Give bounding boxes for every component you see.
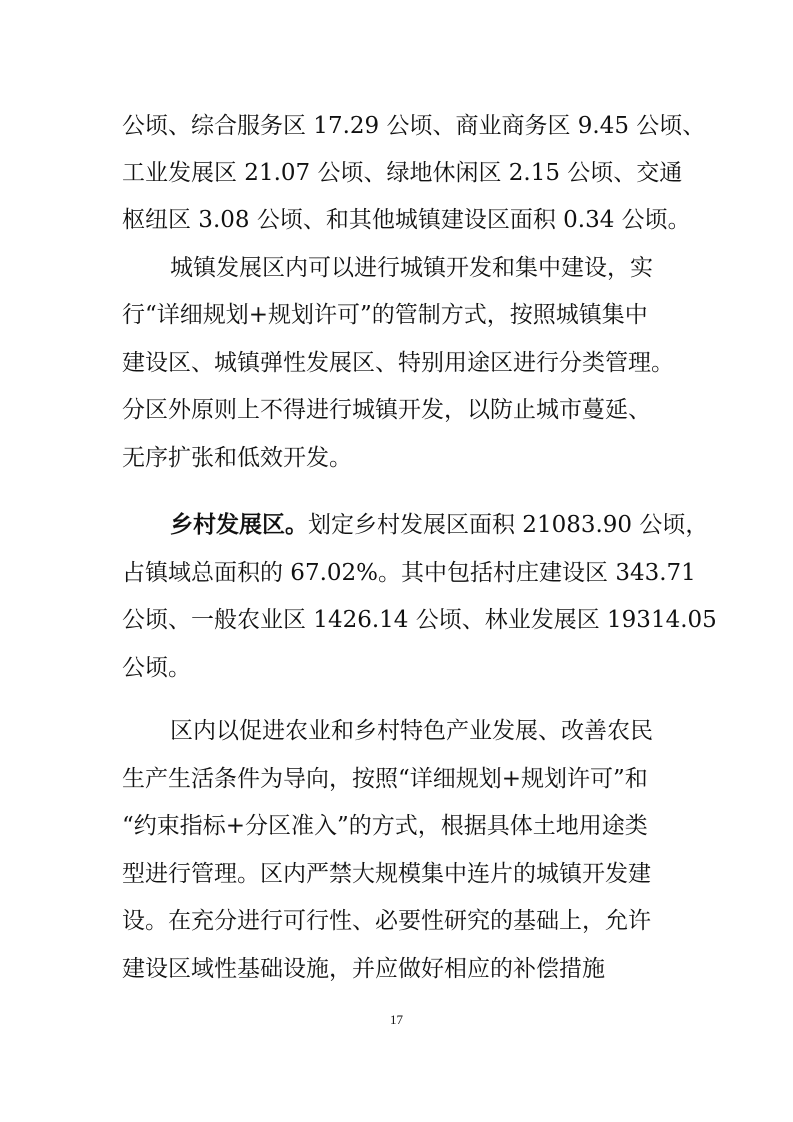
section-heading-rural-development: 乡村发展区。 (170, 511, 308, 538)
paragraph-3-line-2: 占镇域总面积的 67.02%。其中包括村庄建设区 343.71 (122, 560, 696, 586)
page-number: 17 (390, 1012, 403, 1027)
paragraph-2-line-1: 城镇发展区内可以进行城镇开发和集中建设，实 (170, 255, 653, 281)
paragraph-2-line-2: 行“详细规划+规划许可”的管制方式，按照城镇集中 (122, 302, 648, 328)
paragraph-2-line-3: 建设区、城镇弹性发展区、特别用途区进行分类管理。 (122, 350, 674, 376)
paragraph-4-line-4: 型进行管理。区内严禁大规模集中连片的城镇开发建 (122, 861, 651, 887)
paragraph-1-line-3: 枢纽区 3.08 公顷、和其他城镇建设区面积 0.34 公顷。 (122, 207, 691, 233)
paragraph-4-line-6: 建设区域性基础设施，并应做好相应的补偿措施 (122, 956, 605, 982)
paragraph-1-line-1: 公顷、综合服务区 17.29 公顷、商业商务区 9.45 公顷、 (122, 113, 706, 139)
paragraph-4-line-2: 生产生活条件为导向，按照“详细规划+规划许可”和 (122, 766, 648, 792)
paragraph-1-line-2: 工业发展区 21.07 公顷、绿地休闲区 2.15 公顷、交通 (122, 160, 683, 186)
paragraph-2-line-5: 无序扩张和低效开发。 (122, 445, 352, 471)
paragraph-3-line-3: 公顷、一般农业区 1426.14 公顷、林业发展区 19314.05 (122, 607, 717, 633)
paragraph-2-line-4: 分区外原则上不得进行城镇开发，以防止城市蔓延、 (122, 397, 651, 423)
paragraph-4-line-5: 设。在充分进行可行性、必要性研究的基础上，允许 (122, 908, 651, 934)
paragraph-3-line-1-text: 划定乡村发展区面积 21083.90 公顷， (308, 512, 709, 538)
paragraph-4-line-1: 区内以促进农业和乡村特色产业发展、改善农民 (170, 718, 653, 744)
paragraph-3-line-1 (170, 510, 708, 540)
paragraph-4-line-3: “约束指标+分区准入”的方式，根据具体土地用途类 (122, 813, 648, 839)
paragraph-3-line-4: 公顷。 (122, 655, 191, 681)
